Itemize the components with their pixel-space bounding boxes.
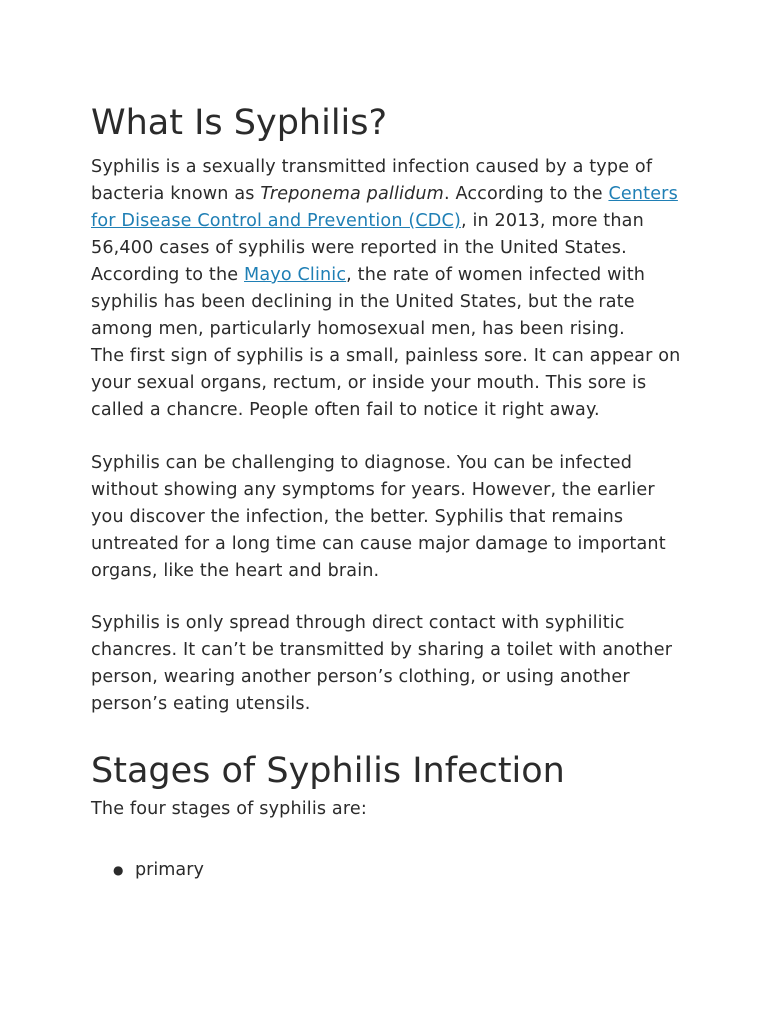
stage-label: primary (135, 860, 204, 880)
paragraph-intro-text-1: Syphilis is a sexually transmitted infection caused by a type of bacteria known as (91, 157, 653, 204)
bacteria-name: Treponema pallidum (260, 184, 444, 204)
paragraph-intro-text-2: . According to the (443, 184, 609, 204)
section-title-stages: Stages of Syphilis Infection (91, 751, 565, 791)
paragraph-transmission: Syphilis is only spread through direct contact with syphilitic chancres. It can’t be transmitted by sharing a toilet with another person, wearing another person’s clothing, or using another person’s eating utensils. (91, 613, 673, 714)
paragraph-intro-text-3: , in 2013, more than 56,400 cases of syphilis were reported in the United States. According to the (91, 211, 644, 285)
paragraph-intro-text-4: , the rate of women infected with syphilis has been declining in the United States, but the rate among men, particularly homosexual men, has been rising. (91, 265, 646, 339)
paragraph-diagnosis: Syphilis can be challenging to diagnose. You can be infected without showing any symptoms for years. However, the earlier you discover the infection, the better. Syphilis that remains untreated for a long time can cause major damage to important organs, like the heart and brain. (91, 453, 666, 581)
list-item (113, 857, 683, 884)
paragraph-intro (91, 154, 683, 343)
stages-section (91, 748, 683, 884)
article-content (91, 100, 683, 884)
cdc-link[interactable]: Centers for Disease Control and Prevention (CDC) (91, 184, 678, 231)
stages-list (91, 857, 683, 884)
paragraph-first-sign: The first sign of syphilis is a small, painless sore. It can appear on your sexual organs, rectum, or inside your mouth. This sore is called a chancre. People often fail to notice it right away. (91, 346, 681, 420)
mayo-clinic-link[interactable]: Mayo Clinic (244, 265, 347, 285)
stages-intro: The four stages of syphilis are: (91, 799, 367, 819)
bullet-icon: ● (113, 863, 124, 877)
section-title-what-is-syphilis: What Is Syphilis? (91, 103, 388, 143)
